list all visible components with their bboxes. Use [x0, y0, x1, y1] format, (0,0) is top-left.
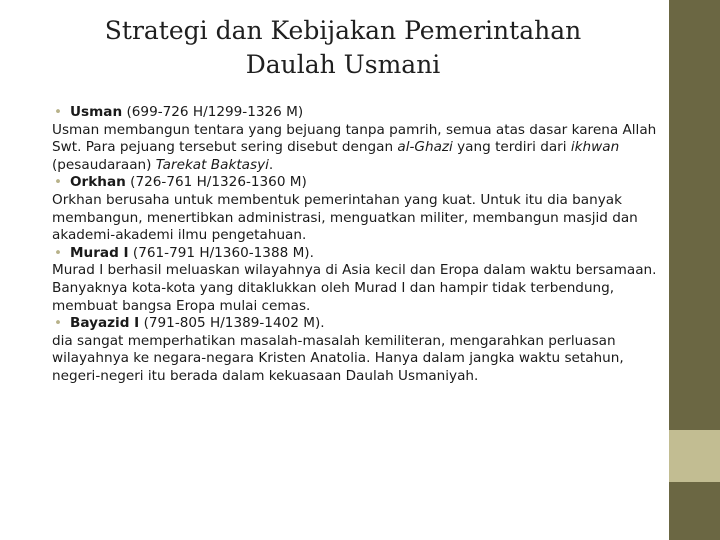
section-body-usman — [52, 122, 657, 175]
slide-title — [18, 14, 668, 82]
side-bar-accent — [666, 430, 720, 482]
bullet-icon: • — [54, 244, 63, 261]
bullet-icon: • — [54, 104, 63, 120]
ruler-period: (791-805 H/1389-1402 M). — [139, 315, 325, 332]
bullet-icon: • — [54, 315, 63, 332]
bullet-icon: • — [54, 174, 63, 191]
section-heading-usman — [52, 104, 657, 122]
body-text: Usman membangun tentara yang bejuang tanpa pamrih, semua atas dasar karena Allah Swt. Para pejuang tersebut sering disebut dengan — [52, 121, 657, 156]
italic-term: ikhwan — [570, 139, 620, 156]
section-heading-bayazid — [52, 315, 657, 333]
body-text: yang terdiri dari — [452, 139, 571, 156]
section-body-murad: Murad I berhasil meluaskan wilayahnya di Asia kecil dan Eropa dalam waktu bersamaan. Banyaknya kota-kota yang ditaklukkan oleh Murad I dan hampir tidak terbendung, membuat bangsa Eropa mulai cemas. — [52, 262, 657, 314]
italic-term: Tarekat Baktasyi — [155, 156, 269, 173]
section-body-bayazid: dia sangat memperhatikan masalah-masalah kemiliteran, mengarahkan perluasan wilayahnya ke negara-negara Kristen Anatolia. Hanya dalam jangka waktu setahun, negeri-negeri itu berada dalam kekuasaan Daulah Usmaniyah. — [52, 332, 624, 384]
ruler-period: (761-791 H/1360-1388 M). — [128, 244, 314, 261]
ruler-period: (699-726 H/1299-1326 M) — [122, 104, 304, 120]
section-heading-orkhan — [52, 174, 657, 192]
side-decoration-bar — [666, 0, 720, 540]
italic-term: al-Ghazi — [397, 139, 453, 156]
body-text: . — [268, 156, 274, 173]
ruler-name: Bayazid I — [70, 315, 140, 332]
section-heading-murad — [52, 245, 657, 263]
ruler-name: Murad I — [70, 244, 129, 261]
slide-content — [52, 104, 657, 386]
slide-title-line2: Daulah Usmani — [245, 50, 441, 79]
ruler-name: Orkhan — [70, 174, 126, 191]
section-body-orkhan: Orkhan berusaha untuk membentuk pemerintahan yang kuat. Untuk itu dia banyak membangun, menertibkan administrasi, menguatkan militer, membangun masjid dan akademi-akademi ilmu pengetahuan. — [52, 191, 638, 244]
ruler-period: (726-761 H/1326-1360 M) — [125, 174, 307, 191]
ruler-name: Usman — [70, 104, 123, 120]
slide-title-line1: Strategi dan Kebijakan Pemerintahan — [104, 16, 582, 45]
body-text: (pesaudaraan) — [52, 156, 156, 173]
